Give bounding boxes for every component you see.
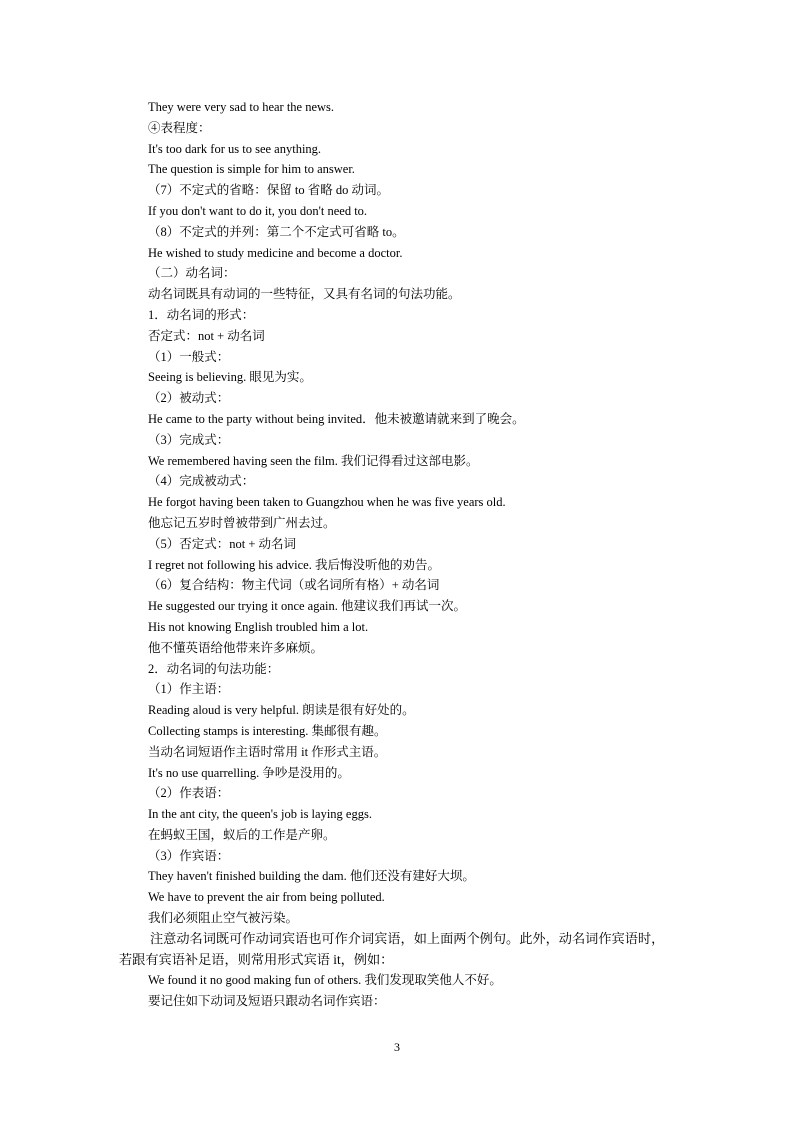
text-line: （1）一般式： bbox=[148, 349, 230, 364]
text-line: 动名词既具有动词的一些特征，又具有名词的句法功能。 bbox=[148, 287, 461, 302]
text-line: In the ant city, the queen's job is laying eggs. bbox=[148, 807, 372, 822]
text-lines-after bbox=[148, 970, 688, 1012]
text-line: If you don't want to do it, you don't need to. bbox=[148, 203, 368, 218]
text-line: （2）被动式： bbox=[148, 391, 230, 406]
text-line: Reading aloud is very helpful. 朗读是很有好处的。 bbox=[148, 703, 415, 718]
text-line: （4）完成被动式： bbox=[148, 474, 255, 489]
text-line: His not knowing English troubled him a lot. bbox=[148, 619, 369, 634]
text-line: 否定式：not + 动名词 bbox=[148, 328, 265, 343]
document-body bbox=[119, 97, 688, 1012]
text-line: He suggested our trying it once again. 他建议我们再试一次。 bbox=[148, 599, 467, 614]
text-line: We remembered having seen the film. 我们记得看过这部电影。 bbox=[148, 453, 479, 468]
text-line: （3）作宾语： bbox=[148, 848, 230, 863]
text-lines bbox=[148, 97, 688, 929]
text-line: 当动名词短语作主语时常用 it 作形式主语。 bbox=[148, 744, 387, 759]
text-line: 要记住如下动词及短语只跟动名词作宾语： bbox=[148, 994, 386, 1009]
note-paragraph bbox=[119, 929, 676, 971]
text-line: Collecting stamps is interesting. 集邮很有趣。 bbox=[148, 723, 387, 738]
page-number: 3 bbox=[394, 1040, 400, 1054]
text-line: He forgot having been taken to Guangzhou when he was five years old. bbox=[148, 495, 506, 510]
text-line: The question is simple for him to answer. bbox=[148, 162, 355, 177]
text-line: He came to the party without being invited．他未被邀请就来到了晚会。 bbox=[148, 411, 525, 426]
text-line: （6）复合结构：物主代词（或名词所有格）+ 动名词 bbox=[148, 578, 440, 593]
text-line: 2．动名词的句法功能： bbox=[148, 661, 280, 676]
text-line: 他不懂英语给他带来许多麻烦。 bbox=[148, 640, 324, 655]
text-line: Seeing is believing. 眼见为实。 bbox=[148, 370, 312, 385]
text-line: We found it no good making fun of others. 我们发现取笑他人不好。 bbox=[148, 973, 502, 988]
text-line: （5）否定式：not + 动名词 bbox=[148, 536, 297, 551]
text-line: We have to prevent the air from being polluted. bbox=[148, 890, 385, 905]
text-line: They were very sad to hear the news. bbox=[148, 100, 335, 114]
text-line: （7）不定式的省略：保留 to 省略 do 动词。 bbox=[148, 183, 389, 198]
text-line: （3）完成式： bbox=[148, 432, 230, 447]
text-line: （8）不定式的并列：第二个不定式可省略 to。 bbox=[148, 224, 405, 239]
text-line: 我们必须阻止空气被污染。 bbox=[148, 911, 299, 926]
text-line: I regret not following his advice. 我后悔没听他的劝告。 bbox=[148, 557, 440, 572]
text-line: They haven't finished building the dam. 他们还没有建好大坝。 bbox=[148, 869, 475, 884]
text-line: It's too dark for us to see anything. bbox=[148, 141, 322, 156]
text-line: （1）作主语： bbox=[148, 682, 230, 697]
text-line: （二）动名词： bbox=[148, 266, 236, 281]
text-line: 在蚂蚁王国，蚁后的工作是产卵。 bbox=[148, 827, 336, 842]
text-line: It's no use quarrelling. 争吵是没用的。 bbox=[148, 765, 350, 780]
text-line: 他忘记五岁时曾被带到广州去过。 bbox=[148, 515, 336, 530]
text-line: He wished to study medicine and become a doctor. bbox=[148, 245, 403, 260]
text-line: 1．动名词的形式： bbox=[148, 307, 255, 322]
note-paragraph-text: 注意动名词既可作动词宾语也可作介词宾语，如上面两个例句。此外，动名词作宾语时，若跟有宾语补足语，则常用形式宾语 it，例如： bbox=[119, 930, 665, 967]
text-line: ④表程度： bbox=[148, 120, 211, 135]
text-line: （2）作表语： bbox=[148, 786, 230, 801]
